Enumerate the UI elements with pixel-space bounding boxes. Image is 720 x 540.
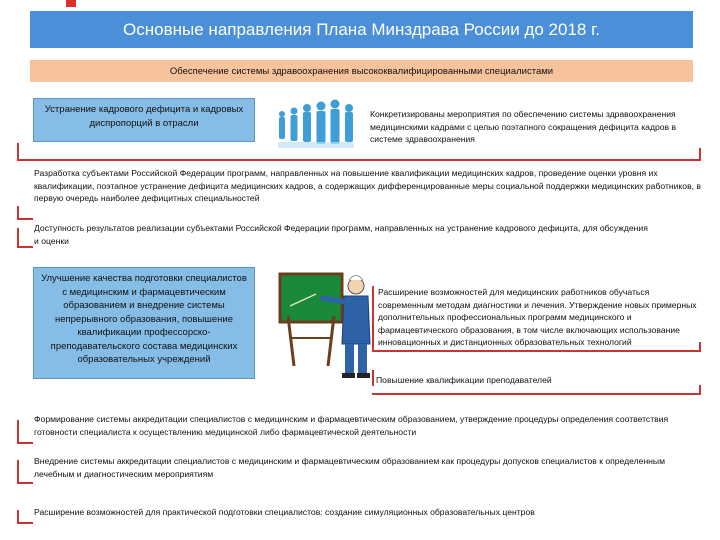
page-title: Основные направления Плана Минздрава России до 2018 г. xyxy=(30,11,693,48)
connector-bracket xyxy=(17,143,33,161)
connector-bracket xyxy=(17,206,33,220)
red-accent-mark xyxy=(66,0,76,7)
regional-programs-text: Разработка субъектами Российской Федерации программ, направленных на повышение квалификации медицинских кадров, проведение оценки уровня их квалификации, поэтапное устранение дефицита медицинских кадров, а содержащих дифференцированные меры социальной поддержки медицинских работников, в первую очередь наиболее дефицитных специальностей xyxy=(34,168,701,204)
learning-opportunities-text: Расширение возможностей для медицинских работников обучаться современным методам диагностики и лечения. Утверждение новых примерных дополнительных профессиональных программ медицинского и фармацевтического образования, в том числе включающих использование инновационных и дистанционных образовательных технологий xyxy=(378,287,697,348)
connector-line xyxy=(372,385,701,395)
connector-line xyxy=(33,143,701,161)
box-training-quality: Улучшение качества подготовки специалистов с медицинским и фармацевтическим образованием и внедрение системы непрерывного образования, повышение квалификации профессорско-преподавательского состава медицинских образовательных учреждений xyxy=(33,267,255,379)
people-group-image xyxy=(272,96,362,150)
connector-bracket xyxy=(17,510,33,524)
results-accessibility-text: Доступность результатов реализации субъектами Российской Федерации программ, направленных на устранение кадрового дефицита, для обсуждения и оценки xyxy=(34,223,648,246)
subtitle-banner: Обеспечение системы здравоохранения высококвалифицированными специалистами xyxy=(30,60,693,82)
connector-bracket xyxy=(17,228,33,248)
accreditation-system-text: Формирование системы аккредитации специалистов с медицинским и фармацевтическим образованием, утверждение процедуры определения соответствия готовности специалиста к осуществлению медицинской либо фармацевтической деятельности xyxy=(34,414,669,437)
deficit-measures-text: Конкретизированы мероприятия по обеспечению системы здравоохранения медицинскими кадрами с целью поэтапного сокращения дефицита кадров в системе здравоохранения xyxy=(370,109,677,145)
teacher-qualification-text: Повышение квалификации преподавателей xyxy=(376,375,552,385)
connector-bracket xyxy=(17,420,33,444)
box-staff-deficit: Устранение кадрового дефицита и кадровых диспропорций в отрасли xyxy=(33,98,255,142)
connector-line xyxy=(372,342,701,352)
simulation-centers-text: Расширение возможностей для практической подготовки специалистов: создание симуляционных образовательных центров xyxy=(34,507,535,517)
accreditation-admission-text: Внедрение системы аккредитации специалистов с медицинским и фармацевтическим образованием как процедуры допусков специалистов к определенным лечебным и диагностическим мероприятиям xyxy=(34,456,666,479)
people-silhouettes-icon xyxy=(279,100,353,145)
chalkboard-icon xyxy=(280,274,342,366)
connector-bracket xyxy=(17,460,33,484)
teacher-chalkboard-image xyxy=(270,266,378,382)
